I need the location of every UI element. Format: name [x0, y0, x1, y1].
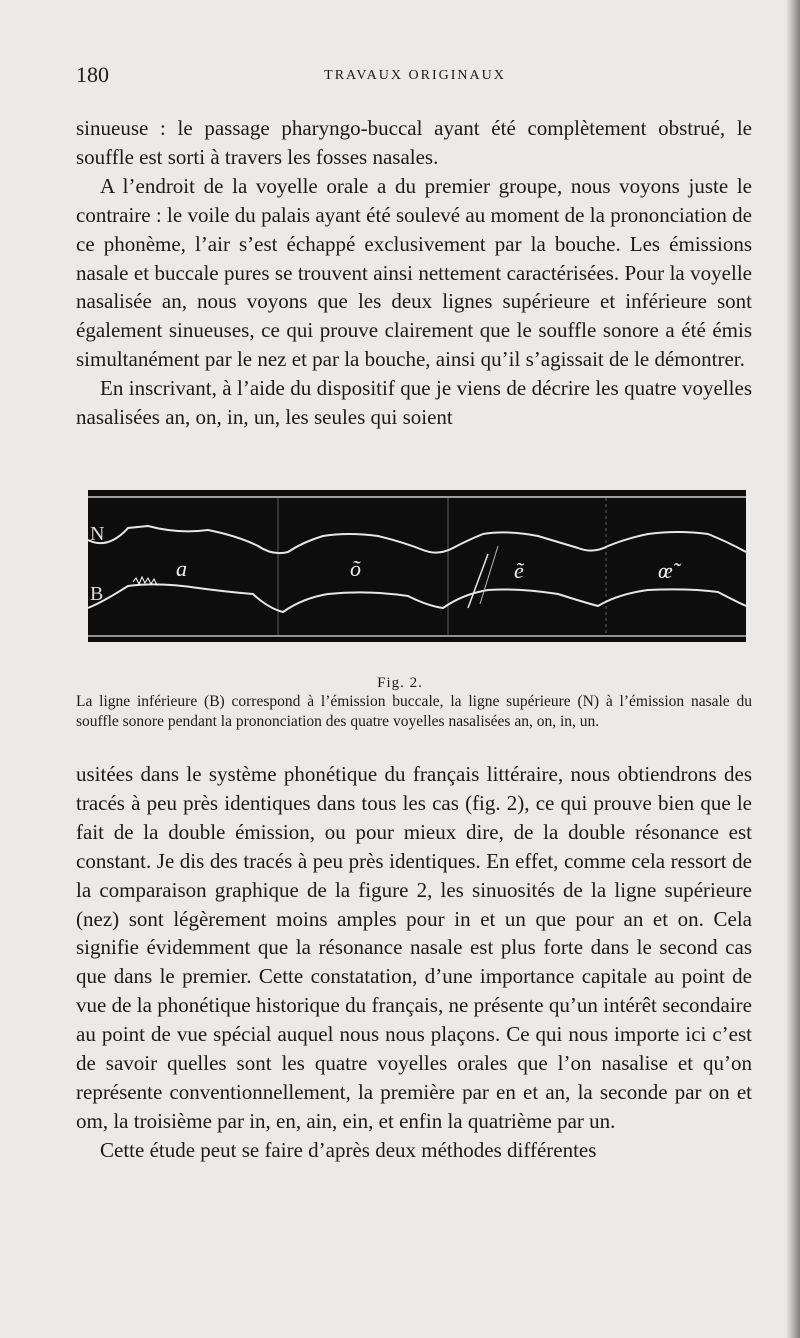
figure-caption: La ligne inférieure (B) correspond à l’émission buccale, la ligne supérieure (N) à l’émission nasale du souffle sonore pendant la prononciation des quatre voyelles nasalisées an, on, in, un.: [76, 693, 752, 730]
running-head: TRAVAUX ORIGINAUX: [324, 68, 506, 83]
trace-label-b: B: [90, 583, 104, 605]
page-edge-shadow: [786, 0, 800, 1338]
page-header: [76, 62, 754, 92]
vowel-mark: ẽ: [514, 558, 524, 583]
paragraph: A l’endroit de la voyelle orale a du premier groupe, nous voyons juste le contraire : le voile du palais ayant été soulevé au moment de la prononciation de ce phonème, l’air s’est échappé exclusivement par la bouche. Les émissions nasale et buccale pures se trouvent ainsi nettement caractérisées. Pour la voyelle nasalisée an, nous voyons que les deux lignes supérieure et inférieure sont également sinueuses, ce qui prouve clairement que le souffle sonore a été émis simultanément par le nez et par la bouche, ainsi qu’il s’agissait de le démontrer.: [76, 173, 752, 372]
vowel-mark: œ̃: [658, 558, 673, 583]
kymograph-figure: [88, 490, 746, 642]
paragraph: En inscrivant, à l’aide du dispositif que je viens de décrire les quatre voyelles nasalisées an, on, in, un, les seules qui soient: [76, 376, 752, 430]
page-number: 180: [76, 62, 109, 87]
trace-label-n: N: [90, 523, 105, 545]
kymograph-traces: [88, 490, 746, 642]
text-after-figure: [76, 760, 752, 1165]
vowel-mark: a: [176, 556, 187, 581]
paragraph: sinueuse : le passage pharyngo-buccal ayant été complètement obstrué, le souffle est sorti à travers les fosses nasales.: [76, 116, 752, 169]
paragraph: Cette étude peut se faire d’après deux méthodes différentes: [100, 1137, 597, 1162]
paragraph: usitées dans le système phonétique du français littéraire, nous obtiendrons des tracés à peu près identiques dans tous les cas (fig. 2), ce qui prouve bien que le fait de la double émission, ou pour mieux dire, de la double résonance est constant. Je dis des tracés à peu près identiques. En effet, comme cela ressort de la comparaison graphique de la figure 2, les sinuosités de la ligne supérieure (nez) sont légèrement moins amples pour in et un que pour an et on. Cela signifie évidemment que la résonance nasale est plus forte dans le second cas que dans le premier. Cette constatation, d’une importance capitale au point de vue de la phonétique historique du français, ne présente qu’un intérêt secondaire au point de vue spécial auquel nous nous plaçons. Ce qui nous importe ici c’est de savoir quelles sont les quatre voyelles orales que l’on nasalise et qu’on représente conventionnellement, la première par en et an, la seconde par on et om, la troisième par in, en, ain, ein, et enfin la quatrième par un.: [76, 762, 752, 1133]
text-before-figure: [76, 114, 752, 432]
figure-label: Fig. 2.: [377, 675, 423, 691]
vowel-mark: õ: [350, 556, 361, 581]
